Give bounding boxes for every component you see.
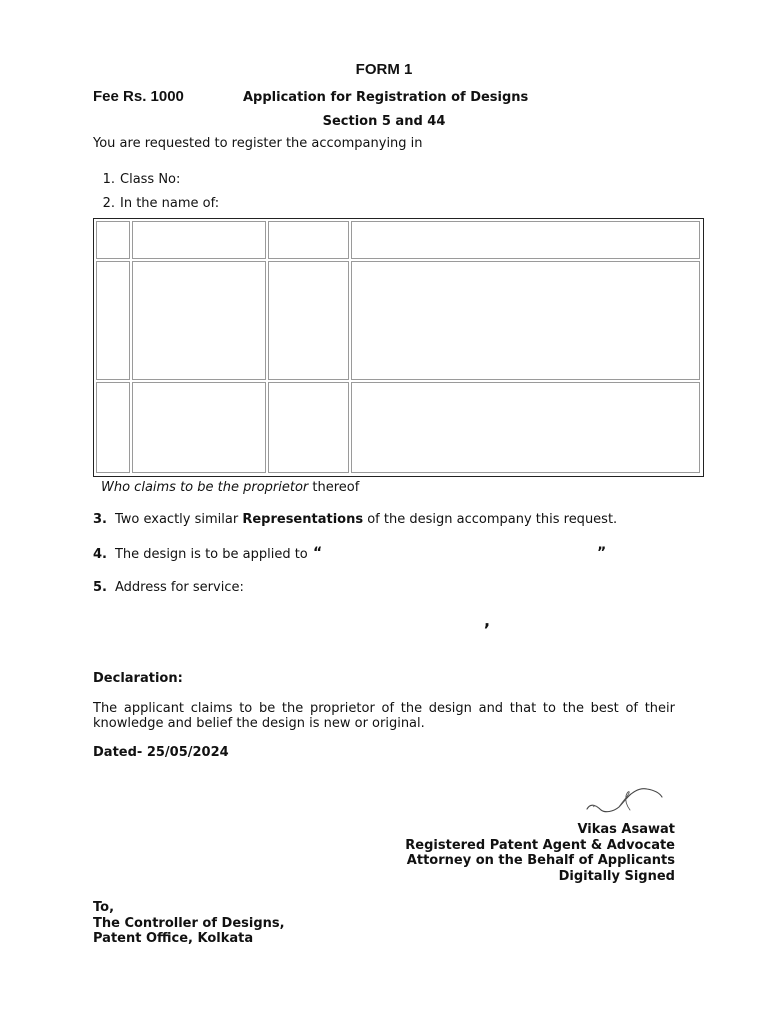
item-address-for-service [93,580,244,595]
signatory-name: Vikas Asawat [577,822,675,837]
open-quote: “ [313,545,323,561]
signatory-block [405,822,675,885]
list-item-class-no [91,172,180,187]
item-text: The design is to be applied to [114,547,308,562]
table-cell[interactable] [351,261,700,380]
form-title: FORM 1 [355,61,413,78]
table-cell[interactable] [132,261,266,380]
item-text-after: of the design accompany this request. [363,512,618,527]
proprietor-note-italic: Who claims to be the proprietor [101,480,309,495]
item-representations [93,512,617,527]
list-item-in-name-of [91,196,219,211]
recipient-block [93,900,285,947]
item-text: Address for service: [114,580,244,595]
item-number: 5. [93,580,107,595]
list-item-label: In the name of: [120,196,220,211]
item-number: 3. [93,512,107,527]
recipient-office: The Controller of Designs, [93,915,285,931]
table-cell[interactable] [96,221,130,259]
date-line: Dated- 25/05/2024 [93,745,229,760]
applicant-name-table [93,218,704,477]
table-cell[interactable] [132,221,266,259]
close-quote: ” [597,545,607,561]
proprietor-note [101,480,359,495]
declaration-heading: Declaration: [93,671,183,686]
address-comma: , [484,611,491,630]
recipient-to: To, [93,900,115,915]
signatory-role: Attorney on the Behalf of Applicants [406,853,675,869]
list-item-number: 2. [102,196,115,211]
list-item-number: 1. [102,172,115,187]
table-cell[interactable] [268,382,349,473]
proprietor-note-rest: thereof [308,480,360,495]
application-title: Application for Registration of Designs [243,90,529,105]
fee-label: Fee Rs. 1000 [93,88,184,105]
item-text-bold: Representations [242,512,364,527]
item-number: 4. [93,547,107,562]
intro-text: You are requested to register the accompanying in [93,136,423,151]
signature-status: Digitally Signed [558,869,675,885]
declaration-text: The applicant claims to be the proprietor of the design and that to the best of their knowledge and belief the design is new or original. [93,701,675,731]
item-design-applied-to [93,547,308,562]
signature-image [583,782,665,816]
table-cell[interactable] [351,382,700,473]
table-cell[interactable] [351,221,700,259]
section-reference: Section 5 and 44 [322,114,446,129]
table-cell[interactable] [96,382,130,473]
signatory-title: Registered Patent Agent & Advocate [405,837,675,853]
table-cell[interactable] [268,221,349,259]
table-cell[interactable] [268,261,349,380]
list-item-label: Class No: [120,172,181,187]
recipient-location: Patent Office, Kolkata [93,931,254,947]
table-cell[interactable] [132,382,266,473]
table-cell[interactable] [96,261,130,380]
item-text-before: Two exactly similar [114,512,243,527]
